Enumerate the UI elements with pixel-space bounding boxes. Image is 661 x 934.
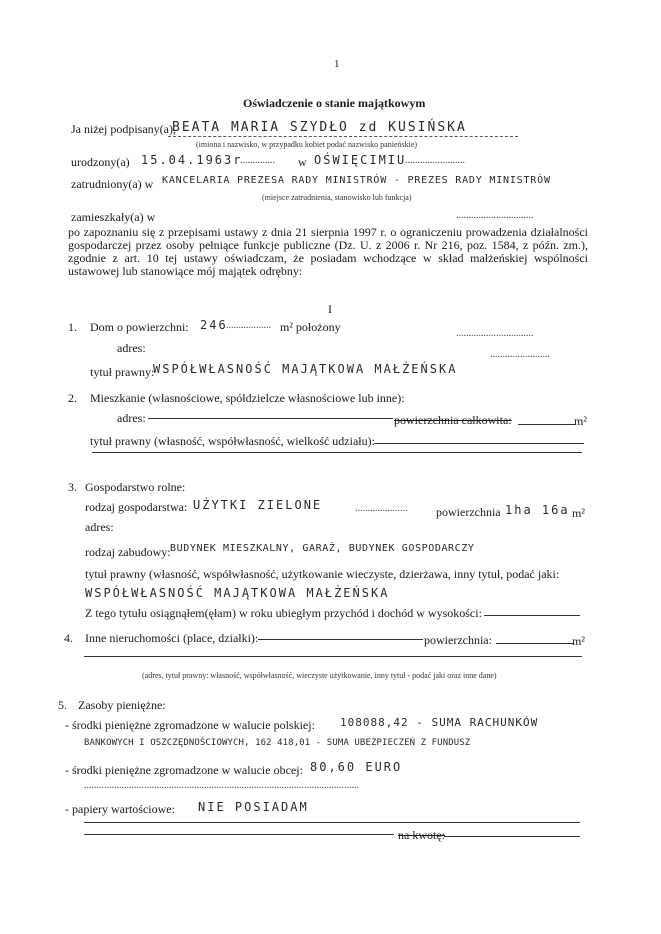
securities-amount-strike — [84, 834, 394, 835]
cash-label: Zasoby pieniężne: — [78, 698, 166, 712]
foreign-currency-handwritten: 80,60 EURO — [310, 760, 403, 774]
farm-label: Gospodarstwo rolne: — [85, 480, 186, 494]
apartment-title-label: tytuł prawny (własność, współwłasność, wielkość udziału): — [90, 434, 375, 448]
resides-label: zamieszkały(a) w — [71, 210, 156, 224]
employed-label: zatrudniony(a) w — [71, 177, 154, 191]
farm-buildings-label: rodzaj zabudowy: — [85, 545, 171, 559]
resides-dots: ............................... — [456, 210, 534, 221]
house-title-handwritten: WSPÓŁWŁASNOŚĆ MAJĄTKOWA MAŁŻEŃSKA — [153, 362, 458, 376]
apartment-label: Mieszkanie (własnościowe, spółdzielcze własnościowe lub inne): — [90, 391, 405, 405]
born-date-handwritten: 15.04.1963r — [141, 153, 243, 167]
apartment-title-strike-2 — [92, 452, 582, 453]
born-dots: .............. — [240, 155, 275, 166]
apartment-area-unit: m² — [574, 414, 587, 428]
apartment-area-strike — [518, 424, 576, 425]
s2-number: 2. — [68, 391, 77, 405]
pln-handwritten: 108088,42 - SUMA RACHUNKÓW — [340, 716, 539, 729]
house-unit: m² położony — [280, 320, 341, 334]
house-address-label: adres: — [117, 341, 146, 355]
house-area-handwritten: 246 — [200, 318, 228, 332]
house-title-label: tytuł prawny: — [90, 365, 155, 379]
house-area-dots: .................. — [226, 320, 271, 331]
farm-address-label: adres: — [85, 520, 114, 534]
s3-number: 3. — [68, 480, 77, 494]
other-property-strike — [258, 639, 423, 640]
s1-number: 1. — [68, 320, 77, 334]
farm-income-strike — [484, 615, 580, 616]
employed-handwritten: KANCELARIA PREZESA RADY MINISTRÓW - PREZES RADY MINISTRÓW — [162, 175, 551, 186]
name-underline — [168, 136, 518, 137]
pln-label: - środki pieniężne zgromadzone w walucie polskiej: — [65, 718, 315, 732]
employed-hint: (miejsce zatrudnienia, stanowisko lub funkcja) — [262, 193, 412, 202]
born-place-handwritten: OŚWIĘCIMIU — [314, 153, 407, 167]
born-label: urodzony(a) — [71, 155, 130, 169]
apartment-title-strike — [374, 443, 584, 444]
apartment-area-label: powierzchnia całkowita: — [394, 413, 512, 427]
farm-buildings-handwritten: BUDYNEK MIESZKALNY, GARAŻ, BUDYNEK GOSPODARCZY — [170, 543, 475, 554]
other-property-hint: (adres, tytuł prawny: własność, współwłasność, wieczyste użytkowanie, inny tytuł - podać jaki oraz inne dane) — [142, 671, 497, 680]
house-address-dots: ........................ — [490, 349, 550, 360]
name-hint: (imiona i nazwisko, w przypadku kobiet podać nazwisko panieńskie) — [196, 140, 418, 149]
farm-type-label: rodzaj gospodarstwa: — [85, 500, 188, 514]
farm-title-label: tytuł prawny (własność, współwłasność, użytkowanie wieczyste, dzierżawa, inny tytuł, podać jaki: — [85, 567, 560, 581]
securities-amount-label: na kwotę: — [398, 828, 445, 842]
document-title: Oświadczenie o stanie majątkowym — [243, 96, 426, 110]
pln-handwritten-continued: BANKOWYCH I OSZCZĘDNOŚCIOWYCH, 162 418,01 - SUMA UBEZPIECZEŃ Z FUNDUSZ — [84, 738, 471, 748]
other-property-details-strike — [84, 656, 582, 657]
securities-details-strike — [84, 822, 580, 823]
preamble-text: po zapoznaniu się z przepisami ustawy z dnia 21 sierpnia 1997 r. o ograniczeniu prowadzenia działalności gospodarczej przez osoby pełniące funkcje publiczne (Dz. U. z 2006 r. Nr 216, poz. 1584, z późn. zm.), zgodnie z art. 10 tej ustawy oświadczam, że posiadam wchodzące w skład małżeńskiej wspólności ustawowej lub stanowiące mój majątek odrębny: — [68, 225, 588, 278]
section-roman-numeral: I — [328, 302, 332, 316]
other-property-area-unit: m² — [572, 634, 585, 648]
house-location-dots: ............................... — [456, 328, 534, 339]
securities-handwritten: NIE POSIADAM — [198, 800, 309, 814]
other-property-area-strike — [496, 643, 574, 644]
farm-income-label: Z tego tytułu osiągnąłem(ęłam) w roku ubiegłym przychód i dochód w wysokości: — [85, 606, 482, 620]
other-property-label: Inne nieruchomości (place, działki): — [85, 631, 259, 645]
securities-label: - papiery wartościowe: — [65, 802, 175, 816]
page-number: 1 — [334, 58, 340, 70]
farm-type-handwritten: UŻYTKI ZIELONE — [193, 498, 323, 512]
declarant-name-handwritten: BEATA MARIA SZYDŁO zd KUSIŃSKA — [172, 120, 467, 135]
farm-type-dots: ..................... — [355, 503, 408, 514]
securities-amount-strike-2 — [444, 836, 580, 837]
farm-area-label: powierzchnia — [436, 505, 501, 519]
born-place-dots: ........................ — [405, 155, 465, 166]
born-in-label: w — [298, 155, 307, 169]
farm-area-unit: m² — [572, 506, 585, 520]
declarant-label: Ja niżej podpisany(a), — [71, 122, 176, 136]
foreign-currency-label: - środki pieniężne zgromadzone w walucie obcej: — [65, 763, 303, 777]
apartment-address-strike — [148, 418, 393, 419]
s4-number: 4. — [64, 631, 73, 645]
other-property-area-label: powierzchnia: — [424, 633, 492, 647]
foreign-currency-dots: .............................................................................................................. — [84, 780, 359, 791]
s5-number: 5. — [58, 698, 67, 712]
farm-area-handwritten: 1ha 16a — [505, 503, 570, 517]
apartment-address-label: adres: — [117, 411, 146, 425]
farm-title-handwritten: WSPÓŁWŁASNOŚĆ MAJĄTKOWA MAŁŻEŃSKA — [85, 586, 390, 600]
house-label: Dom o powierzchni: — [90, 320, 189, 334]
